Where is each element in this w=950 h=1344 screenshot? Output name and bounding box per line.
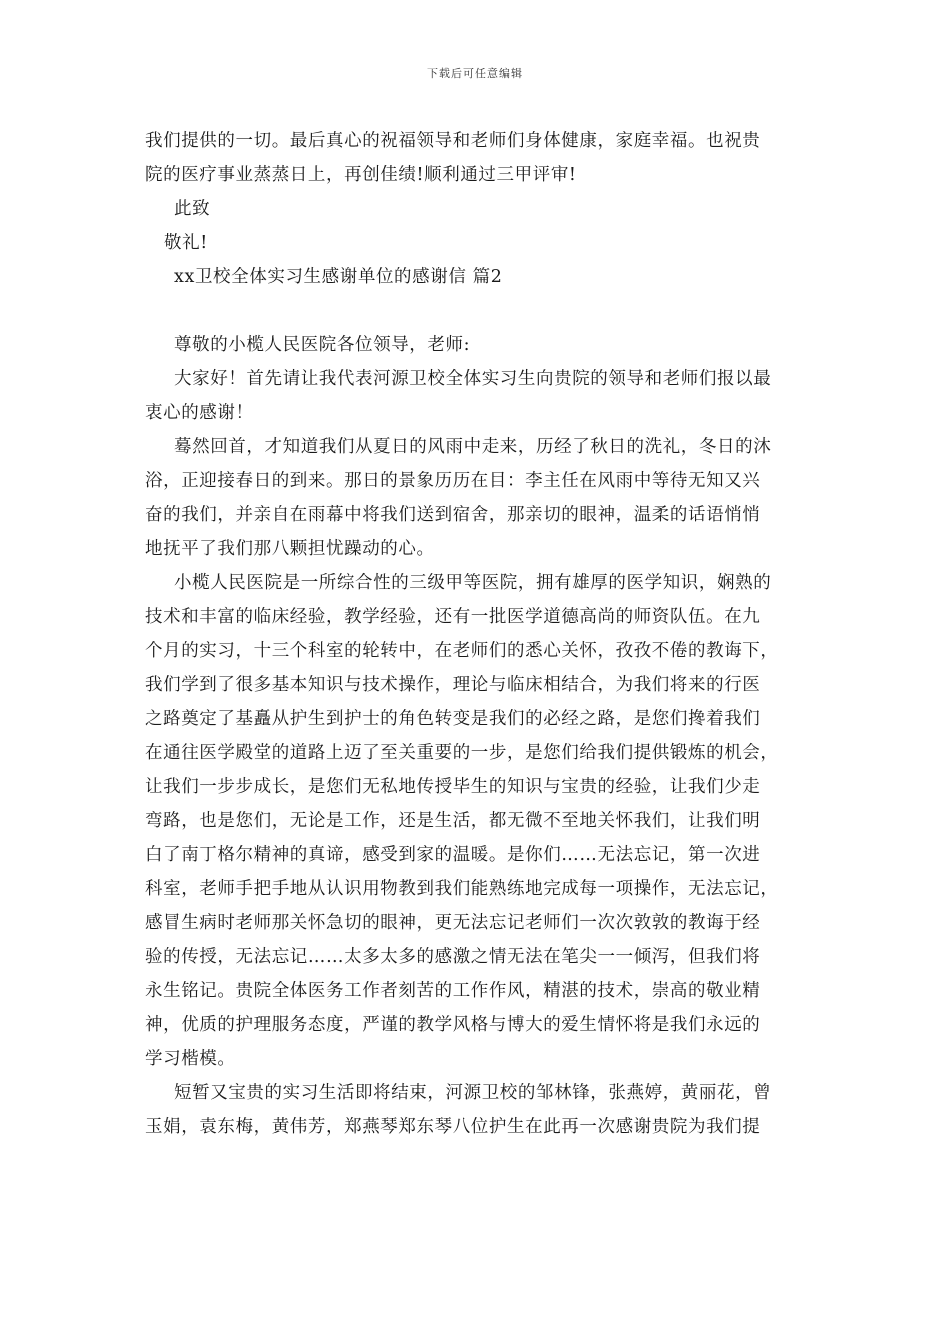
paragraph-4: [145, 1076, 813, 1144]
text-line: 验的传授，无法忘记……太多太多的感激之情无法在笔尖一一倾泻，但我们将: [145, 947, 761, 967]
text-line: 小榄人民医院是一所综合性的三级甲等医院，拥有雄厚的医学知识，娴熟的: [174, 573, 772, 593]
text-line: 科室，老师手把手地从认识用物教到我们能熟练地完成每一项操作，无法忘记，: [145, 879, 779, 899]
paragraph-3: [145, 566, 813, 1076]
letter-title: xx卫校全体实习生感谢单位的感谢信 篇2: [174, 267, 503, 287]
letter-greeting: 尊敬的小榄人民医院各位领导，老师:: [174, 335, 471, 355]
text-line: 浴，正迎接春日的到来。那日的景象历历在目：李主任在风雨中等待无知又兴: [145, 471, 761, 491]
closing-regards: 敬礼!: [164, 233, 208, 253]
text-line: 弯路，也是您们，无论是工作，还是生活，都无微不至地关怀我们，让我们明: [145, 811, 761, 831]
intro-paragraph: [145, 124, 813, 192]
text-line: 神，优质的护理服务态度，严谨的教学风格与博大的爱生情怀将是我们永远的: [145, 1015, 761, 1035]
letter-body: [145, 124, 813, 1144]
text-line: 我们学到了很多基本知识与技术操作，理论与临床相结合，为我们将来的行医: [145, 675, 761, 695]
paragraph-2: [145, 430, 813, 566]
text-line: 之路奠定了基矗从护生到护士的角色转变是我们的必经之路，是您们搀着我们: [145, 709, 761, 729]
text-line: 技术和丰富的临床经验，教学经验，还有一批医学道德高尚的师资队伍。在九: [145, 607, 761, 627]
text-line: 奋的我们，并亲自在雨幕中将我们送到宿舍，那亲切的眼神，温柔的话语悄悄: [145, 505, 761, 525]
text-line: 永生铭记。贵院全体医务工作者刻苦的工作作风，精湛的技术，崇高的敬业精: [145, 981, 761, 1001]
text-line: 白了南丁格尔精神的真谛，感受到家的温暖。是你们……无法忘记，第一次进: [145, 845, 761, 865]
text-line: 蓦然回首，才知道我们从夏日的风雨中走来，历经了秋日的洗礼，冬日的沐: [174, 437, 772, 457]
text-line: 让我们一步步成长，是您们无私地传授毕生的知识与宝贵的经验，让我们少走: [145, 777, 761, 797]
text-line: 个月的实习，十三个科室的轮转中，在老师们的悉心关怀，孜孜不倦的教诲下，: [145, 641, 779, 661]
text-line: 衷心的感谢！: [145, 403, 254, 423]
closing-salute: 此致: [174, 199, 211, 219]
text-line: 大家好！首先请让我代表河源卫校全体实习生向贵院的领导和老师们报以最: [174, 369, 772, 389]
text-line: 玉娟，袁东梅，黄伟芳，郑燕琴郑东琴八位护生在此再一次感谢贵院为我们提: [145, 1117, 761, 1137]
text-line: 我们提供的一切。最后真心的祝福领导和老师们身体健康，家庭幸福。也祝贵: [145, 131, 761, 151]
blank-line: [145, 294, 813, 328]
page-header-note: 下载后可任意编辑: [427, 67, 523, 80]
text-line: 感冒生病时老师那关怀急切的眼神，更无法忘记老师们一次次敦敦的教诲于经: [145, 913, 761, 933]
text-line: 院的医疗事业蒸蒸日上，再创佳绩!顺利通过三甲评审!: [145, 165, 577, 185]
paragraph-1: [145, 362, 813, 430]
text-line: 学习楷模。: [145, 1049, 236, 1069]
text-line: 地抚平了我们那八颗担忧躁动的心。: [145, 539, 435, 559]
text-line: 短暂又宝贵的实习生活即将结束，河源卫校的邹林锋，张燕婷，黄丽花，曾: [174, 1083, 772, 1103]
text-line: 在通往医学殿堂的道路上迈了至关重要的一步，是您们给我们提供锻炼的机会，: [145, 743, 779, 763]
